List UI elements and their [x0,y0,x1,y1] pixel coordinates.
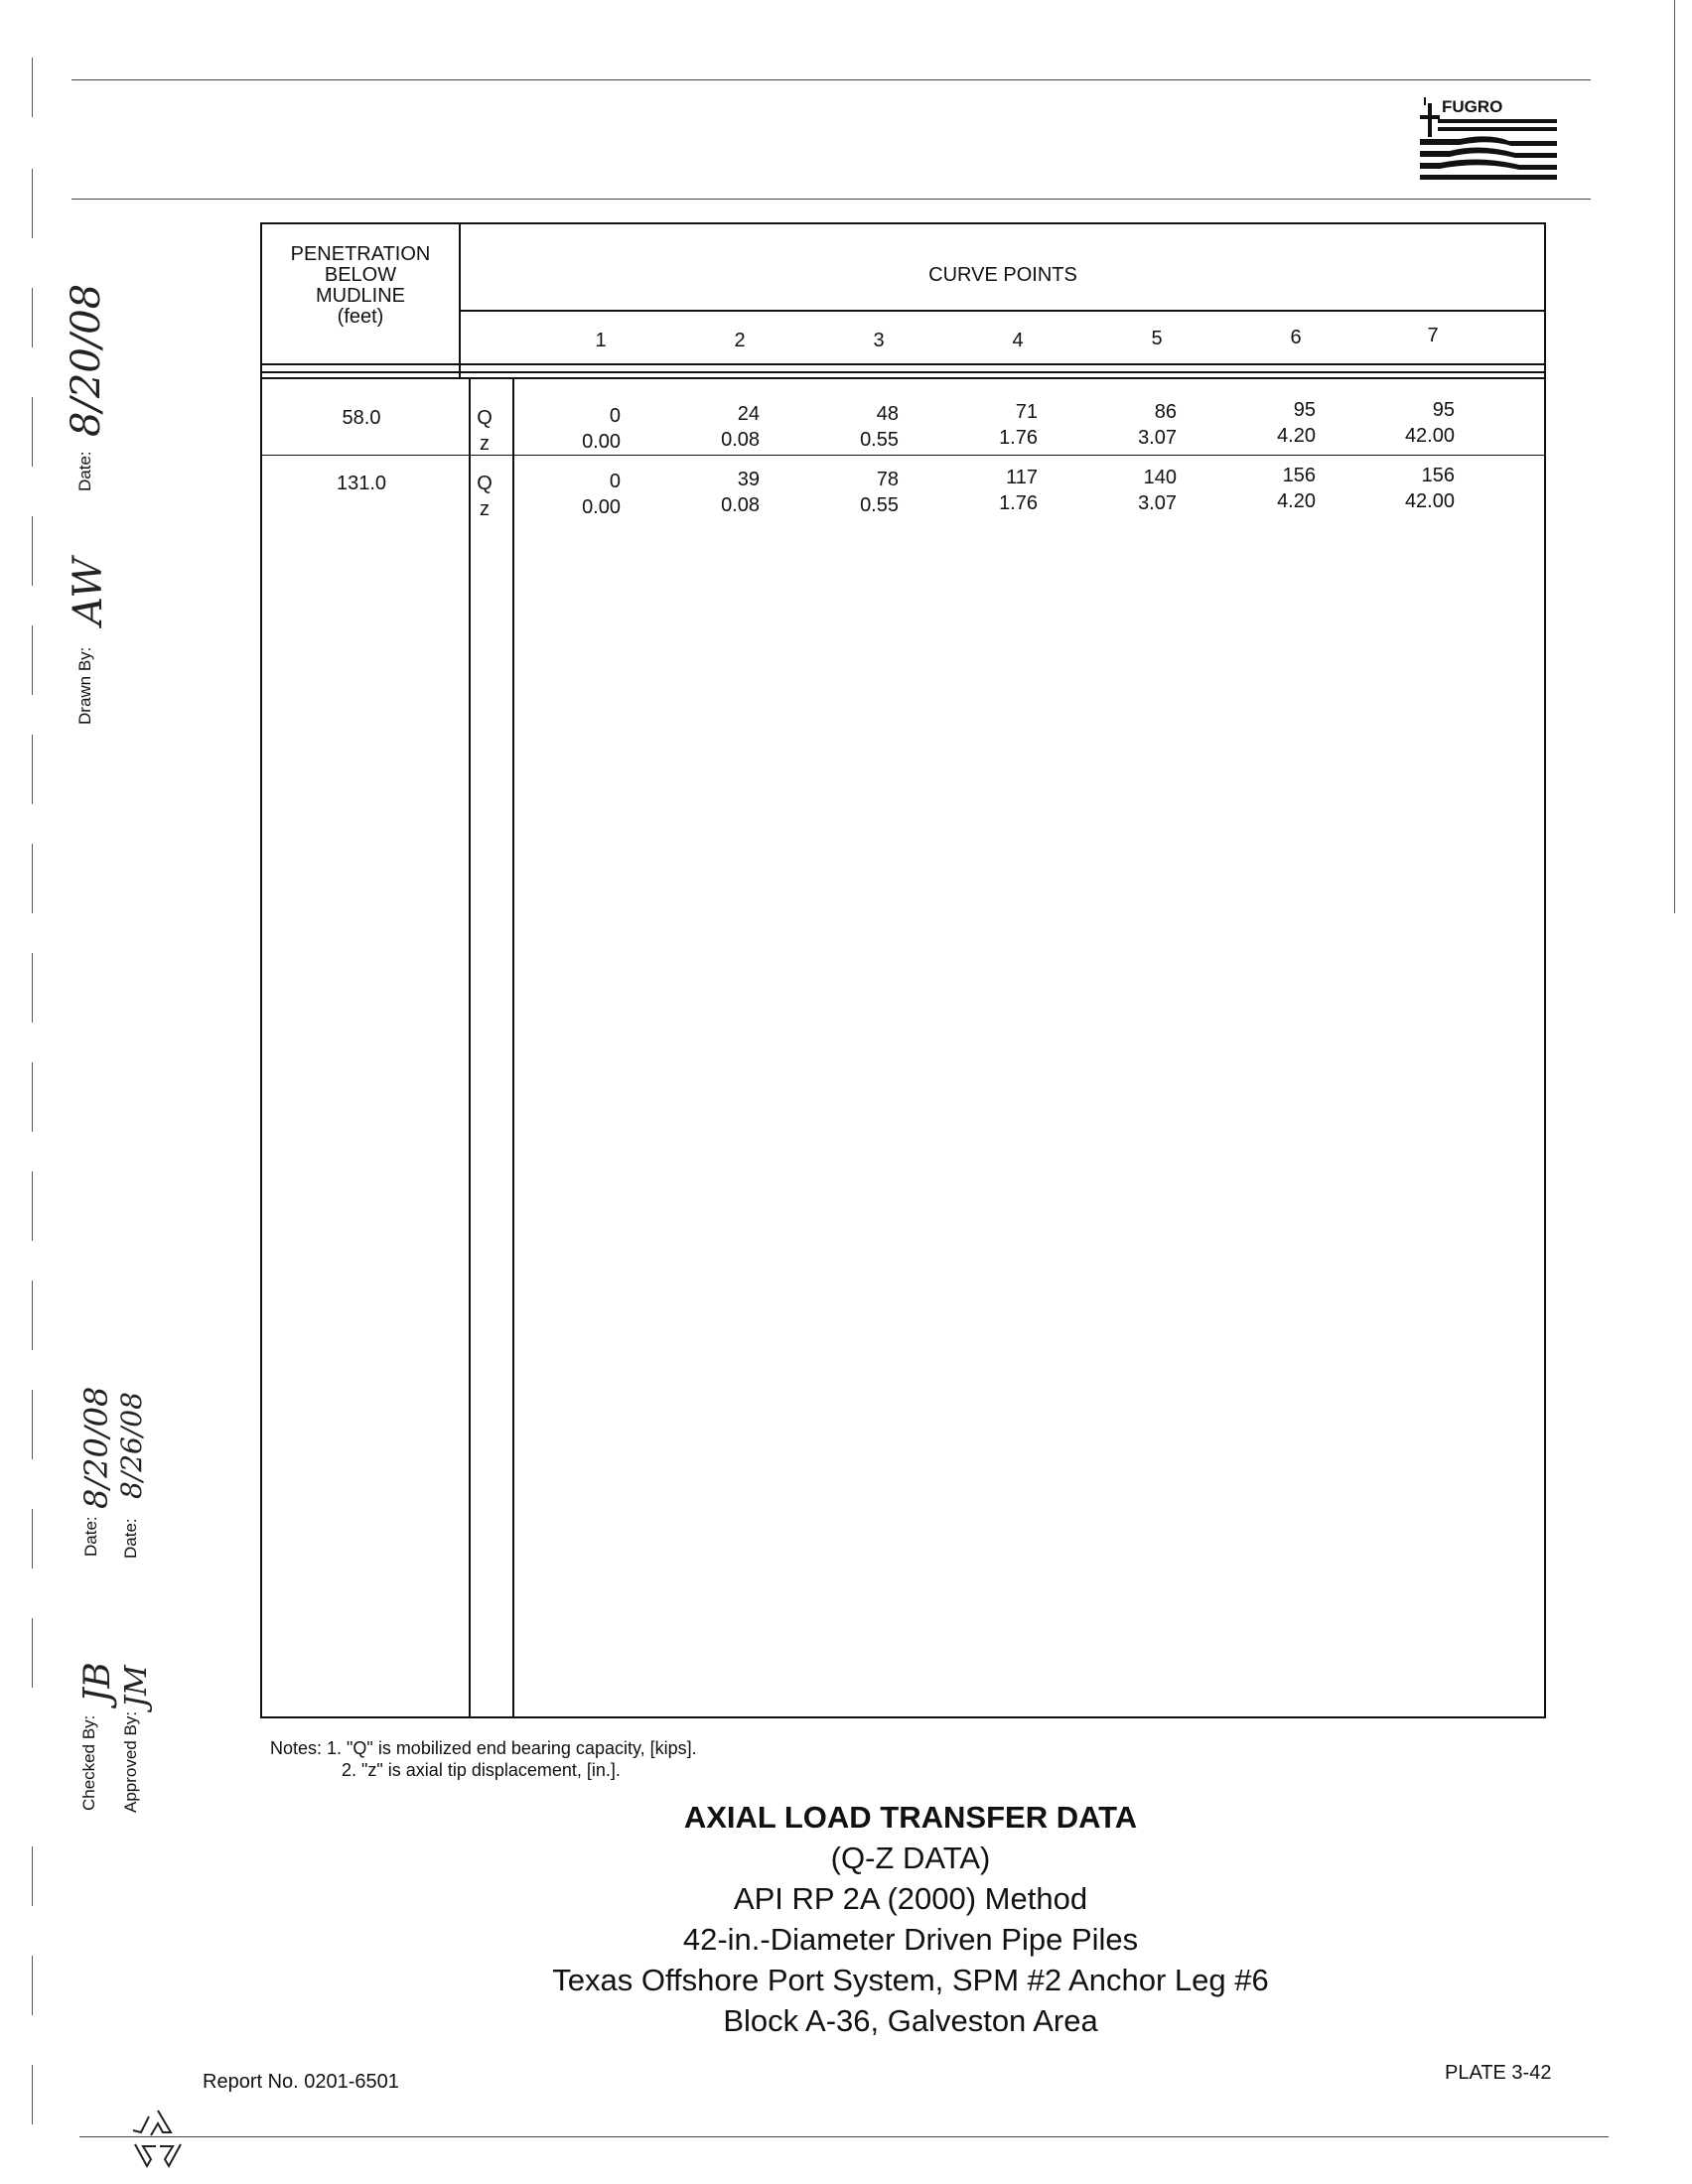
point-number: 6 [1290,327,1302,348]
checked-date-signature: 8/20/08 [77,1386,115,1509]
z-value: 42.00 [1404,490,1455,512]
fugro-logo-text: FUGRO [1442,97,1503,116]
q-value: 39 [737,469,760,490]
point-number: 3 [873,330,885,351]
q-value: 0 [609,471,621,492]
penetration-header-line: (feet) [337,306,384,328]
plate-method: API RP 2A (2000) Method [733,1881,1088,1916]
report-number: Report No. 0201-6501 [203,2071,399,2093]
z-value: 0.08 [721,494,760,516]
margin-tick [32,169,33,238]
checked-by-signature: JB [77,1662,118,1703]
footer-rule [79,2136,1609,2137]
penetration-header-line: MUDLINE [315,285,405,307]
margin-tick [32,1281,33,1350]
plate-project: Texas Offshore Port System, SPM #2 Anchor Leg #6 [552,1963,1269,1997]
drawn-by-label: Drawn By: [75,646,94,725]
date-label: Date: [75,451,94,491]
q-value: 71 [1015,401,1038,423]
approved-date-signature: 8/26/08 [115,1392,148,1499]
header-rule [71,199,1591,200]
plate-title: AXIAL LOAD TRANSFER DATA [683,1800,1138,1835]
margin-tick [32,1509,33,1569]
fugro-logo-icon [1420,95,1559,187]
margin-tick [32,625,33,695]
z-value: 0.00 [582,431,621,453]
approved-by-label: Approved By: [121,1710,140,1813]
q-value: 156 [1282,465,1316,486]
penetration-header-line: PENETRATION [290,243,431,265]
plate-pile-description: 42-in.-Diameter Driven Pipe Piles [682,1922,1139,1957]
plate-subtitle: (Q-Z DATA) [830,1841,991,1875]
row-depth: 131.0 [336,473,387,494]
margin-tick [32,844,33,913]
q-value: 95 [1432,399,1455,421]
z-label: z [480,433,490,455]
penetration-column-divider [459,222,461,379]
q-label: Q [477,407,493,429]
qz-data-table [260,222,1546,1718]
q-value: 86 [1154,401,1177,423]
margin-tick [32,735,33,804]
curve-points-divider [459,310,1546,312]
top-rule [71,79,1591,80]
z-value: 4.20 [1277,490,1316,512]
q-value: 48 [876,403,899,425]
recycle-icon [121,2105,195,2170]
row-depth: 58.0 [342,407,381,429]
right-edge-line [1674,0,1675,913]
q-value: 24 [737,403,760,425]
plate-title-block [449,1797,1372,2041]
margin-tick [32,1390,33,1459]
z-label: z [480,498,490,520]
margin-tick [32,288,33,347]
z-value: 0.55 [860,429,899,451]
margin-tick [32,58,33,117]
point-number: 7 [1427,325,1439,346]
z-value: 1.76 [999,427,1038,449]
point-number: 5 [1151,328,1163,349]
margin-tick [32,1846,33,1906]
z-value: 42.00 [1404,425,1455,447]
q-label: Q [477,473,493,494]
notes [270,1737,697,1781]
row-divider [260,455,1546,456]
point-number: 2 [734,330,746,351]
z-value: 1.76 [999,492,1038,514]
checked-by-label: Checked By: [79,1714,98,1811]
checked-date-label: Date: [81,1516,100,1557]
date-signature: 8/20/08 [64,283,109,437]
q-value: 156 [1421,465,1455,486]
header-bottom-rule-3 [260,377,1546,379]
q-value: 0 [609,405,621,427]
penetration-header [266,244,455,328]
z-value: 0.55 [860,494,899,516]
drawn-by-signature: AW [66,557,111,625]
qz-column-divider [512,379,514,1718]
fugro-logo [1420,95,1559,187]
note-2: 2. "z" is axial tip displacement, [in.]. [342,1760,621,1780]
penetration-header-line: BELOW [324,264,397,286]
note-1: Notes: 1. "Q" is mobilized end bearing capacity, [kips]. [270,1738,697,1758]
margin-tick [32,1618,33,1688]
margin-tick [32,516,33,586]
q-value: 140 [1143,467,1177,488]
z-value: 3.07 [1138,427,1177,449]
header-bottom-rule-1 [260,363,1546,365]
z-value: 0.00 [582,496,621,518]
z-value: 4.20 [1277,425,1316,447]
margin-tick [32,397,33,467]
plate-location: Block A-36, Galveston Area [723,2003,1098,2038]
approved-date-label: Date: [121,1518,140,1559]
point-number: 1 [595,330,607,351]
margin-tick [32,2065,33,2124]
margin-tick [32,953,33,1023]
point-number: 4 [1012,330,1024,351]
q-value: 95 [1293,399,1316,421]
curve-points-header: CURVE POINTS [928,264,1077,286]
margin-tick [32,1956,33,2015]
z-value: 0.08 [721,429,760,451]
z-value: 3.07 [1138,492,1177,514]
q-value: 78 [876,469,899,490]
q-value: 117 [1006,467,1038,488]
margin-tick [32,1171,33,1241]
header-bottom-rule-2 [260,371,1546,373]
approved-by-signature: JM [119,1665,154,1707]
penetration-column-divider-body [469,379,471,1718]
margin-tick [32,1062,33,1132]
plate-number: PLATE 3-42 [1445,2062,1552,2084]
